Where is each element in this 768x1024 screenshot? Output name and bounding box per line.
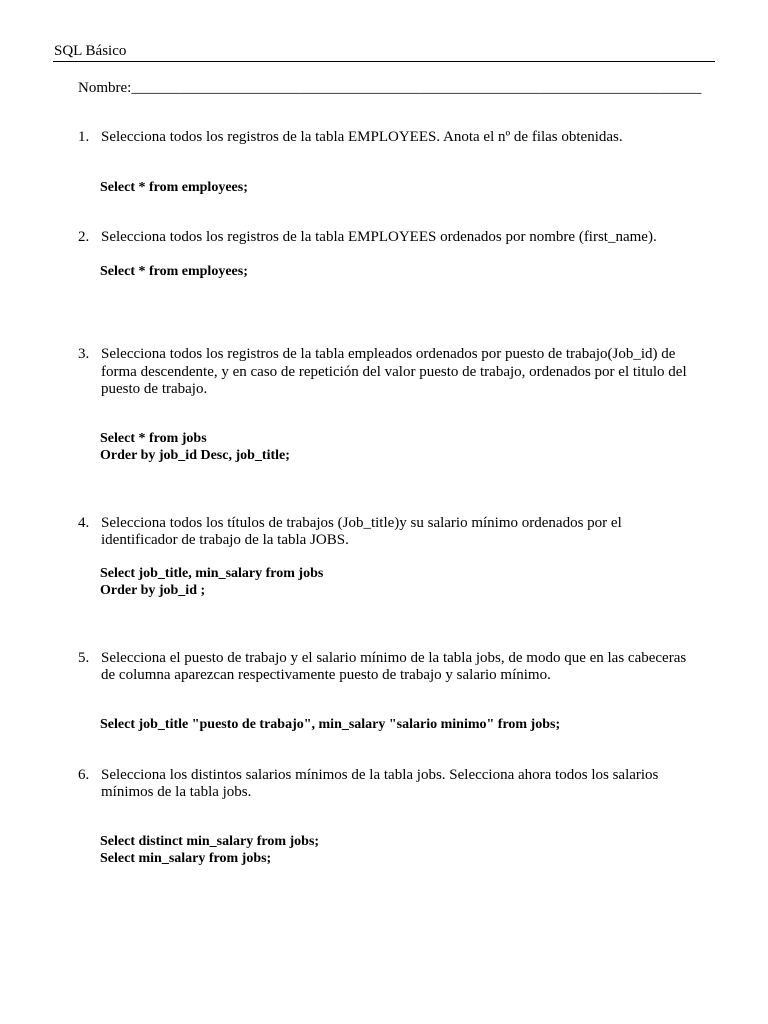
answer-1-line-1: Select * from employees; [100, 180, 248, 195]
name-label: Nombre: [78, 80, 132, 96]
answer-5-line-1: Select job_title "puesto de trabajo", min_salary "salario minimo" from jobs; [100, 717, 561, 732]
question-3-line-1: Selecciona todos los registros de la tabla empleados ordenados por puesto de trabajo(Job_id) de [101, 346, 676, 362]
name-field-line [78, 79, 701, 97]
answer-6-line-1: Select distinct min_salary from jobs; [100, 834, 320, 849]
header-rule [53, 61, 715, 62]
answer-3-line-2: Order by job_id Desc, job_title; [100, 448, 290, 463]
question-1-line-1: Selecciona todos los registros de la tabla EMPLOYEES. Anota el nº de filas obtenidas. [101, 129, 623, 145]
question-3-line-3: puesto de trabajo. [101, 381, 208, 397]
question-4-line-2: identificador de trabajo de la tabla JOBS. [101, 532, 349, 548]
question-6-line-1: Selecciona los distintos salarios mínimos de la tabla jobs. Selecciona ahora todos los salarios [101, 767, 659, 783]
question-5-line-2: de columna aparezcan respectivamente puesto de trabajo y salario mínimo. [101, 667, 551, 683]
question-4-number: 4. [78, 515, 90, 531]
question-3-line-2: forma descendente, y en caso de repetición del valor puesto de trabajo, ordenados por el titulo del [101, 364, 687, 380]
answer-6-line-2: Select min_salary from jobs; [100, 851, 272, 866]
question-5-number: 5. [78, 650, 90, 666]
answer-4-line-2: Order by job_id ; [100, 583, 206, 598]
name-blank: ____________________________________________________________________________ [131, 80, 702, 96]
question-2-line-1: Selecciona todos los registros de la tabla EMPLOYEES ordenados por nombre (first_name). [101, 229, 657, 245]
question-4-line-1: Selecciona todos los títulos de trabajos (Job_title)y su salario mínimo ordenados por el [101, 515, 622, 531]
answer-2-line-1: Select * from employees; [100, 264, 248, 279]
question-2-number: 2. [78, 229, 90, 245]
document-header-title: SQL Básico [54, 43, 127, 59]
question-6-number: 6. [78, 767, 90, 783]
answer-4-line-1: Select job_title, min_salary from jobs [100, 566, 324, 581]
answer-3-line-1: Select * from jobs [100, 431, 207, 446]
question-5-line-1: Selecciona el puesto de trabajo y el salario mínimo de la tabla jobs, de modo que en las cabeceras [101, 650, 687, 666]
question-1-number: 1. [78, 129, 90, 145]
question-3-number: 3. [78, 346, 90, 362]
question-6-line-2: mínimos de la tabla jobs. [101, 784, 252, 800]
